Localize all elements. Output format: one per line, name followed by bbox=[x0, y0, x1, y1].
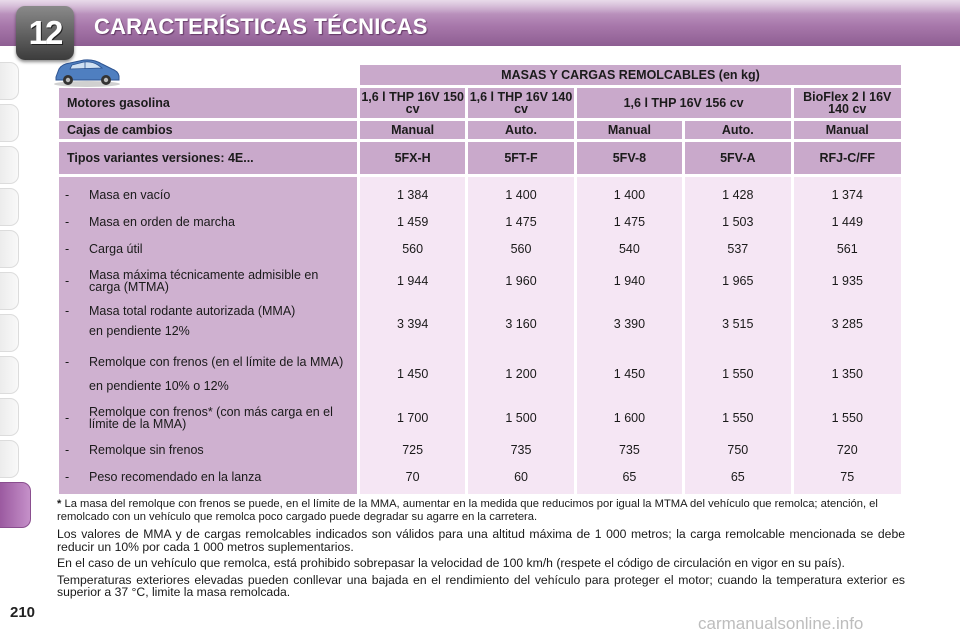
gearbox-cell: Manual bbox=[794, 121, 902, 139]
variant-cell: 5FV-8 bbox=[577, 142, 682, 174]
towing-mass-table bbox=[56, 62, 904, 497]
variant-cell: 5FV-A bbox=[685, 142, 790, 174]
note-paragraph: Temperaturas exteriores elevadas pueden conllevar una bajada en el rendimiento del vehículo para proteger el motor; cuando la temperatura exterior es superior a 37 °C, limite la masa remolcada. bbox=[57, 572, 905, 600]
table-cell: 75 bbox=[840, 469, 855, 484]
variants-row bbox=[59, 142, 901, 174]
engine-cell: 1,6 l THP 16V 156 cv bbox=[577, 88, 791, 118]
table-cell: 560 bbox=[402, 241, 424, 256]
note-paragraph: En el caso de un vehículo que remolca, está prohibido sobrepasar la velocidad de 100 km/h (respete el código de circulación en vigor en su país). bbox=[57, 556, 845, 571]
table-cell: 1 965 bbox=[722, 274, 754, 288]
table-cell: 1 200 bbox=[505, 367, 537, 381]
table-cell: 1 400 bbox=[505, 187, 537, 202]
table-cell: 3 285 bbox=[831, 317, 863, 331]
footnote-mark: * bbox=[57, 498, 62, 510]
table-cell: 537 bbox=[727, 241, 749, 256]
value-column bbox=[577, 177, 682, 494]
variants-label: Tipos variantes versiones: 4E... bbox=[59, 142, 357, 174]
table-cell: 3 515 bbox=[722, 317, 754, 331]
table-cell: 1 450 bbox=[613, 367, 646, 381]
table-caption: MASAS Y CARGAS REMOLCABLES (en kg) bbox=[360, 65, 901, 85]
mass-body-row bbox=[59, 177, 901, 494]
table-cell: 1 600 bbox=[613, 411, 646, 425]
value-column bbox=[468, 177, 573, 494]
variant-cell: 5FT-F bbox=[468, 142, 573, 174]
table-cell: 1 475 bbox=[505, 214, 537, 229]
table-cell: 1 550 bbox=[722, 411, 754, 425]
side-tab-active[interactable] bbox=[0, 482, 31, 528]
table-cell: 1 400 bbox=[613, 187, 646, 202]
table-cell: 1 500 bbox=[505, 411, 537, 425]
side-tab[interactable] bbox=[0, 104, 19, 142]
side-tab[interactable] bbox=[0, 356, 19, 394]
footnote bbox=[57, 498, 905, 524]
side-tab[interactable] bbox=[0, 146, 19, 184]
table-cell: 65 bbox=[622, 469, 637, 484]
table-cell: 3 160 bbox=[505, 317, 537, 331]
table-cell: 1 475 bbox=[613, 214, 646, 229]
gearbox-cell: Auto. bbox=[468, 121, 573, 139]
engine-cell: 1,6 l THP 16V 150 cv bbox=[361, 90, 464, 116]
table-cell: 3 390 bbox=[613, 317, 646, 331]
table-row-label: - Remolque con frenos* (con más carga en el límite de la MMA) bbox=[65, 405, 333, 431]
side-tab[interactable] bbox=[0, 272, 19, 310]
variant-cell: RFJ-C/FF bbox=[794, 142, 902, 174]
gearbox-row bbox=[59, 121, 901, 139]
side-tab[interactable] bbox=[0, 398, 19, 436]
side-tab[interactable] bbox=[0, 62, 19, 100]
table-row-label: - Masa en vacío bbox=[65, 187, 171, 202]
table-cell: 1 450 bbox=[396, 367, 429, 381]
table-cell: 1 384 bbox=[396, 187, 429, 202]
table-row-label: - Remolque con frenos (en el límite de la MMA) en pendiente 10% o 12% bbox=[65, 355, 344, 393]
side-tabs bbox=[0, 62, 22, 532]
engine-row bbox=[59, 88, 901, 118]
table-cell: 1 940 bbox=[613, 274, 646, 288]
table-cell: 735 bbox=[510, 442, 532, 457]
engine-label: Motores gasolina bbox=[59, 88, 357, 118]
table-cell: 1 550 bbox=[831, 411, 863, 425]
table-cell: 725 bbox=[402, 442, 424, 457]
engine-cell: BioFlex 2 l 16V 140 cv bbox=[794, 88, 902, 118]
table-row-label: - Masa total rodante autorizada (MMA) en pendiente 12% bbox=[65, 304, 296, 338]
value-column bbox=[794, 177, 902, 494]
table-cell: 65 bbox=[730, 469, 745, 484]
gearbox-label: Cajas de cambios bbox=[59, 121, 357, 139]
table-caption-row bbox=[59, 65, 901, 85]
gearbox-cell: Auto. bbox=[685, 121, 790, 139]
table-cell: 3 394 bbox=[396, 317, 429, 331]
table-row-label: - Masa máxima técnicamente admisible en carga (MTMA) bbox=[65, 268, 319, 294]
table-row-label: - Carga útil bbox=[65, 241, 143, 256]
page-number: 210 bbox=[10, 604, 36, 621]
footnote-text: La masa del remolque con frenos se puede, en el límite de la MMA, aumentar en la medida que reducimos por igual la MTMA del vehículo que remolca; atención, el remolcado con un vehículo que remolca poco cargado puede degradar su agarre en la carretera. bbox=[57, 498, 878, 523]
table-cell: 1 459 bbox=[396, 214, 429, 229]
side-tab[interactable] bbox=[0, 230, 19, 268]
table-row-label: - Remolque sin frenos bbox=[65, 442, 204, 457]
table-row-label: - Peso recomendado en la lanza bbox=[65, 469, 262, 484]
table-cell: 1 350 bbox=[831, 367, 863, 381]
table-cell: 1 428 bbox=[722, 187, 754, 202]
chapter-badge bbox=[16, 6, 74, 60]
table-cell: 1 960 bbox=[505, 274, 537, 288]
table-cell: 560 bbox=[510, 241, 532, 256]
car-icon bbox=[50, 54, 124, 88]
table-cell: 1 503 bbox=[722, 214, 754, 229]
mass-labels bbox=[59, 177, 357, 494]
value-column bbox=[360, 177, 465, 494]
table-cell: 1 944 bbox=[396, 274, 429, 288]
chapter-number: 12 bbox=[28, 14, 62, 51]
table-cell: 720 bbox=[836, 442, 858, 457]
table-cell: 750 bbox=[727, 442, 749, 457]
notes bbox=[57, 528, 905, 603]
table-cell: 60 bbox=[514, 469, 528, 484]
watermark: carmanualsonline.info bbox=[698, 614, 864, 633]
value-column bbox=[685, 177, 790, 494]
table-cell: 1 700 bbox=[396, 411, 429, 425]
table-cell: 1 374 bbox=[831, 187, 863, 202]
table-cell: 1 550 bbox=[722, 367, 754, 381]
side-tab[interactable] bbox=[0, 440, 19, 478]
engine-cell: 1,6 l THP 16V 140 cv bbox=[469, 90, 573, 116]
page-title: CARACTERÍSTICAS TÉCNICAS bbox=[94, 14, 428, 39]
table-cell: 1 449 bbox=[831, 214, 863, 229]
table-cell: 70 bbox=[405, 469, 420, 484]
table-cell: 561 bbox=[836, 241, 858, 256]
table-cell: 540 bbox=[618, 241, 640, 256]
table-row-label: - Masa en orden de marcha bbox=[65, 214, 235, 229]
side-tab[interactable] bbox=[0, 314, 19, 352]
gearbox-cell: Manual bbox=[577, 121, 682, 139]
table-cell: 1 935 bbox=[831, 274, 863, 288]
variant-cell: 5FX-H bbox=[360, 142, 465, 174]
note-paragraph: Los valores de MMA y de cargas remolcables indicados son válidos para una altitud máxima de 1 000 metros; la carga remolcable mencionada se debe reducir un 10% por cada 1 000 metros suplementarios. bbox=[57, 527, 905, 554]
gearbox-cell: Manual bbox=[360, 121, 465, 139]
side-tab[interactable] bbox=[0, 188, 19, 226]
table-cell: 735 bbox=[618, 442, 640, 457]
header-gloss bbox=[0, 0, 960, 14]
